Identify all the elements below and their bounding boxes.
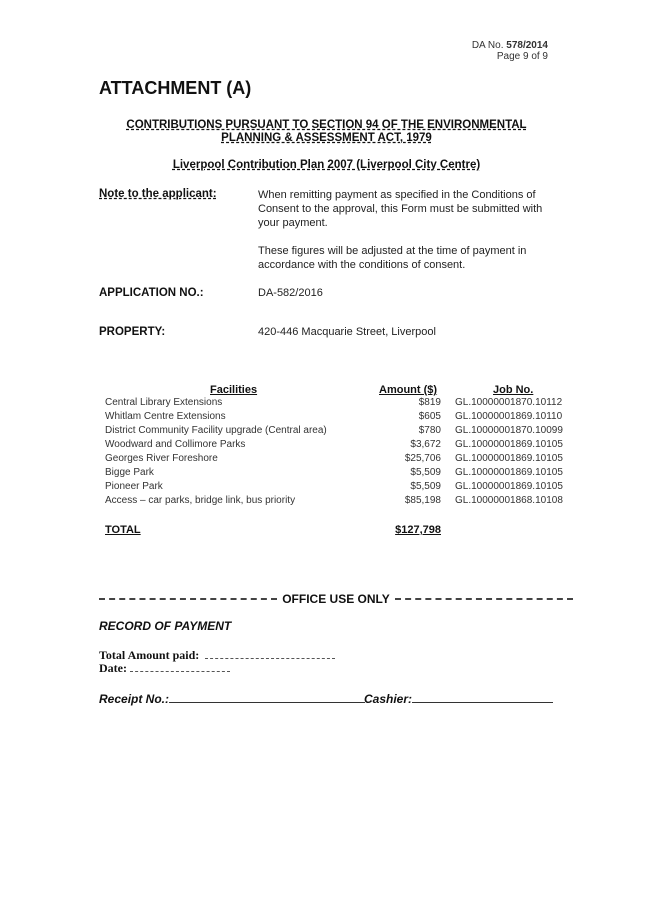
job-cell: GL.10000001869.10110 bbox=[455, 411, 563, 422]
total-amount-paid-field[interactable] bbox=[205, 648, 335, 659]
amount-cell: $819 bbox=[418, 397, 441, 408]
receipt-row bbox=[99, 690, 365, 706]
amount-cell: $605 bbox=[418, 411, 441, 422]
cashier-row bbox=[364, 690, 553, 706]
job-header: Job No. bbox=[493, 384, 534, 396]
dashed-rule-left bbox=[99, 598, 277, 600]
amount-cell: $780 bbox=[418, 425, 441, 436]
contributions-heading-line2: PLANNING & ASSESSMENT ACT, 1979 bbox=[221, 132, 432, 144]
job-cell: GL.10000001869.10105 bbox=[455, 467, 563, 478]
contribution-plan-heading: Liverpool Contribution Plan 2007 (Liverpool City Centre) bbox=[172, 159, 481, 171]
facility-cell: Access – car parks, bridge link, bus priority bbox=[105, 495, 296, 506]
record-of-payment-heading: RECORD OF PAYMENT bbox=[99, 619, 232, 633]
da-label: DA No. bbox=[471, 40, 504, 51]
amount-header: Amount ($) bbox=[379, 384, 438, 396]
page-title: ATTACHMENT (A) bbox=[99, 78, 252, 98]
job-cell: GL.10000001869.10105 bbox=[455, 439, 563, 450]
date-field[interactable] bbox=[130, 661, 230, 672]
da-number: 578/2014 bbox=[506, 40, 548, 51]
date-label: Date: bbox=[99, 661, 127, 675]
application-label: APPLICATION NO.: bbox=[99, 287, 204, 299]
office-use-label: OFFICE USE ONLY bbox=[282, 592, 390, 606]
note-paragraph-2: These figures will be adjusted at the time of payment in accordance with the conditions of consent. bbox=[258, 245, 527, 271]
total-label: TOTAL bbox=[105, 524, 141, 536]
cashier-label: Cashier: bbox=[364, 692, 413, 706]
job-cell: GL.10000001868.10108 bbox=[455, 495, 563, 506]
amount-cell: $5,509 bbox=[410, 467, 441, 478]
facility-cell: Woodward and Collimore Parks bbox=[105, 439, 246, 450]
facility-cell: District Community Facility upgrade (Central area) bbox=[105, 425, 327, 436]
receipt-field[interactable] bbox=[169, 690, 365, 703]
job-cell: GL.10000001870.10099 bbox=[455, 425, 563, 436]
receipt-label: Receipt No.: bbox=[99, 692, 170, 706]
job-cell: GL.10000001869.10105 bbox=[455, 481, 563, 492]
facility-cell: Central Library Extensions bbox=[105, 397, 223, 408]
date-row bbox=[99, 661, 230, 676]
facility-cell: Georges River Foreshore bbox=[105, 453, 218, 464]
facilities-header: Facilities bbox=[210, 384, 258, 396]
amount-cell: $5,509 bbox=[410, 481, 441, 492]
facility-cell: Bigge Park bbox=[105, 467, 154, 478]
total-amount-paid-label: Total Amount paid: bbox=[99, 648, 200, 662]
dashed-rule-right bbox=[395, 598, 573, 600]
property-address: 420-446 Macquarie Street, Liverpool bbox=[258, 326, 436, 338]
amount-cell: $3,672 bbox=[410, 439, 441, 450]
application-number: DA-582/2016 bbox=[258, 287, 323, 299]
total-value: $127,798 bbox=[395, 524, 441, 536]
contributions-heading-line1: CONTRIBUTIONS PURSUANT TO SECTION 94 OF THE ENVIRONMENTAL bbox=[126, 119, 527, 131]
job-cell: GL.10000001869.10105 bbox=[455, 453, 563, 464]
property-label: PROPERTY: bbox=[99, 326, 166, 338]
note-paragraph-1: When remitting payment as specified in the Conditions of Consent to the approval, this Form must be submitted with your payment. bbox=[258, 189, 543, 229]
facility-cell: Pioneer Park bbox=[105, 481, 163, 492]
job-cell: GL.10000001870.10112 bbox=[455, 397, 563, 408]
facility-cell: Whitlam Centre Extensions bbox=[105, 411, 226, 422]
amount-cell: $85,198 bbox=[404, 495, 441, 506]
cashier-field[interactable] bbox=[412, 690, 553, 703]
note-label: Note to the applicant: bbox=[99, 188, 217, 200]
office-use-divider bbox=[99, 592, 573, 606]
page-number: Page 9 of 9 bbox=[496, 51, 548, 62]
amount-cell: $25,706 bbox=[404, 453, 441, 464]
da-number-header bbox=[472, 40, 548, 51]
